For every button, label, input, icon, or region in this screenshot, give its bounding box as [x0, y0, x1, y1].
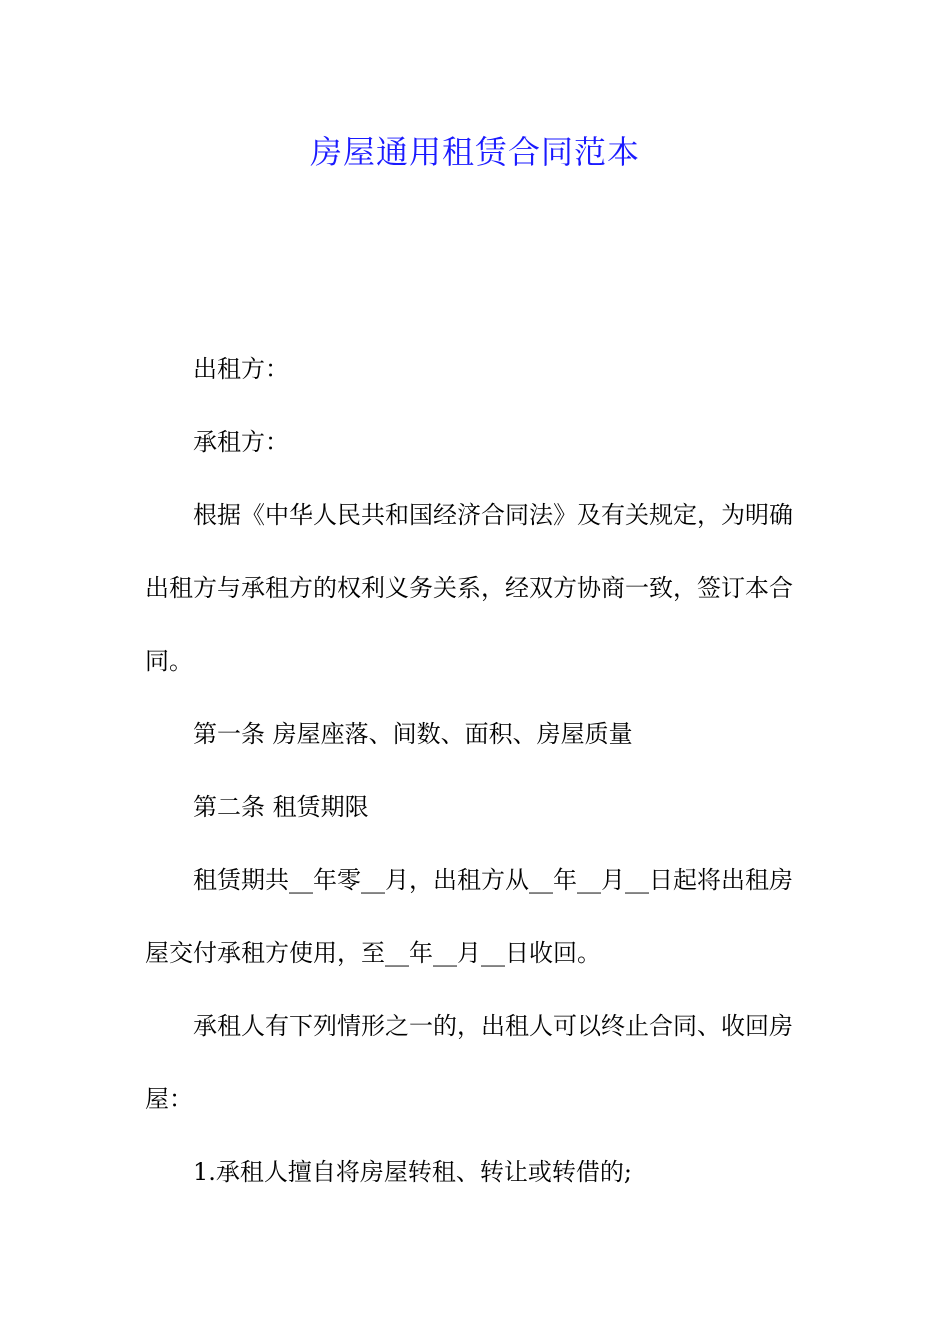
termination-line-1: 承租人有下列情形之一的，出租人可以终止合同、收回房 [193, 1012, 793, 1040]
document-body [145, 333, 805, 1209]
termination-line-2: 屋： [145, 1085, 193, 1113]
preamble-line-1: 根据《中华人民共和国经济合同法》及有关规定，为明确 [193, 501, 793, 529]
lease-term-line-1: 租赁期共__年零__月，出租方从__年__月__日起将出租房 [193, 866, 793, 894]
lessor-line: 出租方： [193, 355, 289, 383]
preamble-line-2: 出租方与承租方的权利义务关系，经双方协商一致，签订本合 [145, 574, 793, 602]
termination-item-1: 1.承租人擅自将房屋转租、转让或转借的; [193, 1158, 632, 1186]
lease-term-line-2: 屋交付承租方使用，至__年__月__日收回。 [145, 939, 601, 967]
preamble-line-3: 同。 [145, 647, 193, 675]
article-1-heading: 第一条 房屋座落、间数、面积、房屋质量 [193, 720, 633, 748]
document-title: 房屋通用租赁合同范本 [309, 133, 640, 171]
article-2-heading: 第二条 租赁期限 [193, 793, 369, 821]
lessee-line: 承租方： [193, 428, 289, 456]
